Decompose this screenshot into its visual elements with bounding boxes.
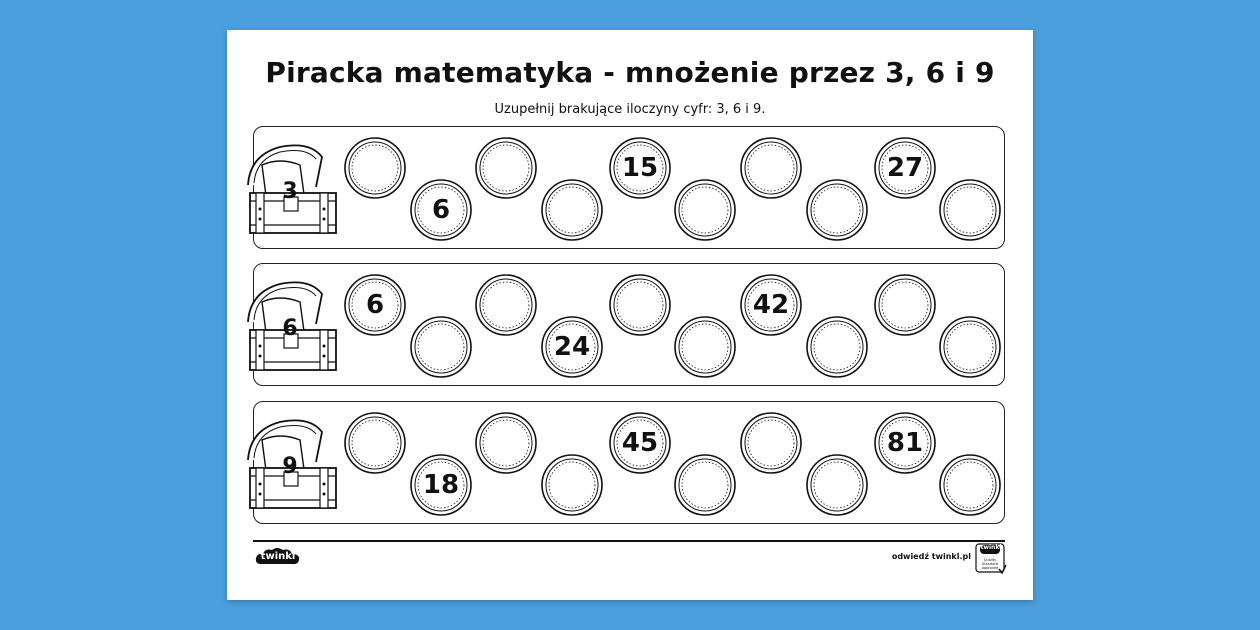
coin-value: 42 — [752, 290, 790, 320]
coin-value — [806, 454, 868, 516]
logo-label: twinkl — [260, 551, 296, 562]
badge-brand: twinkl — [980, 544, 1002, 551]
coin-value: 6 — [431, 195, 451, 225]
coin-answer-blank[interactable] — [475, 274, 537, 336]
coin-answer-blank[interactable] — [609, 274, 671, 336]
visit-link[interactable]: odwiedź twinkl.pl — [891, 552, 971, 561]
coin-answer-blank[interactable] — [939, 316, 1001, 378]
worksheet-title: Piracka matematyka - mnożenie przez 3, 6 i 9 — [265, 56, 995, 89]
coin-filled — [609, 412, 671, 474]
coin-value — [344, 412, 406, 474]
coin-answer-blank[interactable] — [806, 454, 868, 516]
multiplication-row — [253, 401, 1005, 524]
coin-value — [674, 454, 736, 516]
treasure-chest — [240, 272, 340, 374]
coin-value — [674, 179, 736, 241]
coin-filled — [874, 412, 936, 474]
badge-text: Quality Standard Approved — [981, 558, 999, 570]
coin-value — [806, 179, 868, 241]
coin-value — [674, 316, 736, 378]
coin-value: 45 — [621, 428, 659, 458]
twinkl-logo — [255, 546, 301, 568]
coin-answer-blank[interactable] — [874, 274, 936, 336]
coin-value — [939, 454, 1001, 516]
coin-value — [740, 137, 802, 199]
treasure-chest — [240, 135, 340, 237]
coin-value — [475, 137, 537, 199]
coin-value — [410, 316, 472, 378]
coin-filled — [609, 137, 671, 199]
coin-filled — [740, 274, 802, 336]
coin-value — [874, 274, 936, 336]
coin-answer-blank[interactable] — [475, 412, 537, 474]
coin-value — [475, 274, 537, 336]
coin-answer-blank[interactable] — [541, 179, 603, 241]
coin-filled — [410, 179, 472, 241]
coin-answer-blank[interactable] — [344, 412, 406, 474]
coin-answer-blank[interactable] — [806, 316, 868, 378]
footer-divider — [253, 540, 1005, 542]
coin-value: 18 — [422, 470, 460, 500]
coin-answer-blank[interactable] — [541, 454, 603, 516]
coin-answer-blank[interactable] — [939, 179, 1001, 241]
worksheet-instructions: Uzupełnij brakujące iloczyny cyfr: 3, 6 i 9. — [494, 102, 766, 117]
coin-answer-blank[interactable] — [475, 137, 537, 199]
multiplication-row — [253, 126, 1005, 249]
coin-value — [939, 316, 1001, 378]
coin-filled — [410, 454, 472, 516]
coin-value: 27 — [886, 153, 924, 183]
coin-answer-blank[interactable] — [674, 179, 736, 241]
quality-badge — [975, 543, 1007, 575]
coin-answer-blank[interactable] — [410, 316, 472, 378]
coin-value — [475, 412, 537, 474]
chest-multiplier: 9 — [282, 454, 298, 479]
coin-filled — [541, 316, 603, 378]
coin-value — [740, 412, 802, 474]
coin-value — [609, 274, 671, 336]
worksheet — [227, 30, 1033, 600]
coin-answer-blank[interactable] — [740, 412, 802, 474]
coin-answer-blank[interactable] — [674, 316, 736, 378]
coin-filled — [344, 274, 406, 336]
multiplication-row — [253, 263, 1005, 386]
coin-filled — [874, 137, 936, 199]
coin-value: 24 — [553, 332, 591, 362]
coin-answer-blank[interactable] — [344, 137, 406, 199]
coin-value — [541, 179, 603, 241]
coin-answer-blank[interactable] — [674, 454, 736, 516]
coin-value — [344, 137, 406, 199]
coin-value: 15 — [621, 153, 659, 183]
coin-answer-blank[interactable] — [939, 454, 1001, 516]
chest-multiplier: 3 — [282, 179, 298, 204]
coin-answer-blank[interactable] — [806, 179, 868, 241]
coin-value: 81 — [886, 428, 924, 458]
coin-value: 6 — [365, 290, 385, 320]
treasure-chest — [240, 410, 340, 512]
coin-value — [939, 179, 1001, 241]
coin-answer-blank[interactable] — [740, 137, 802, 199]
coin-value — [806, 316, 868, 378]
coin-value — [541, 454, 603, 516]
chest-multiplier: 6 — [282, 316, 298, 341]
